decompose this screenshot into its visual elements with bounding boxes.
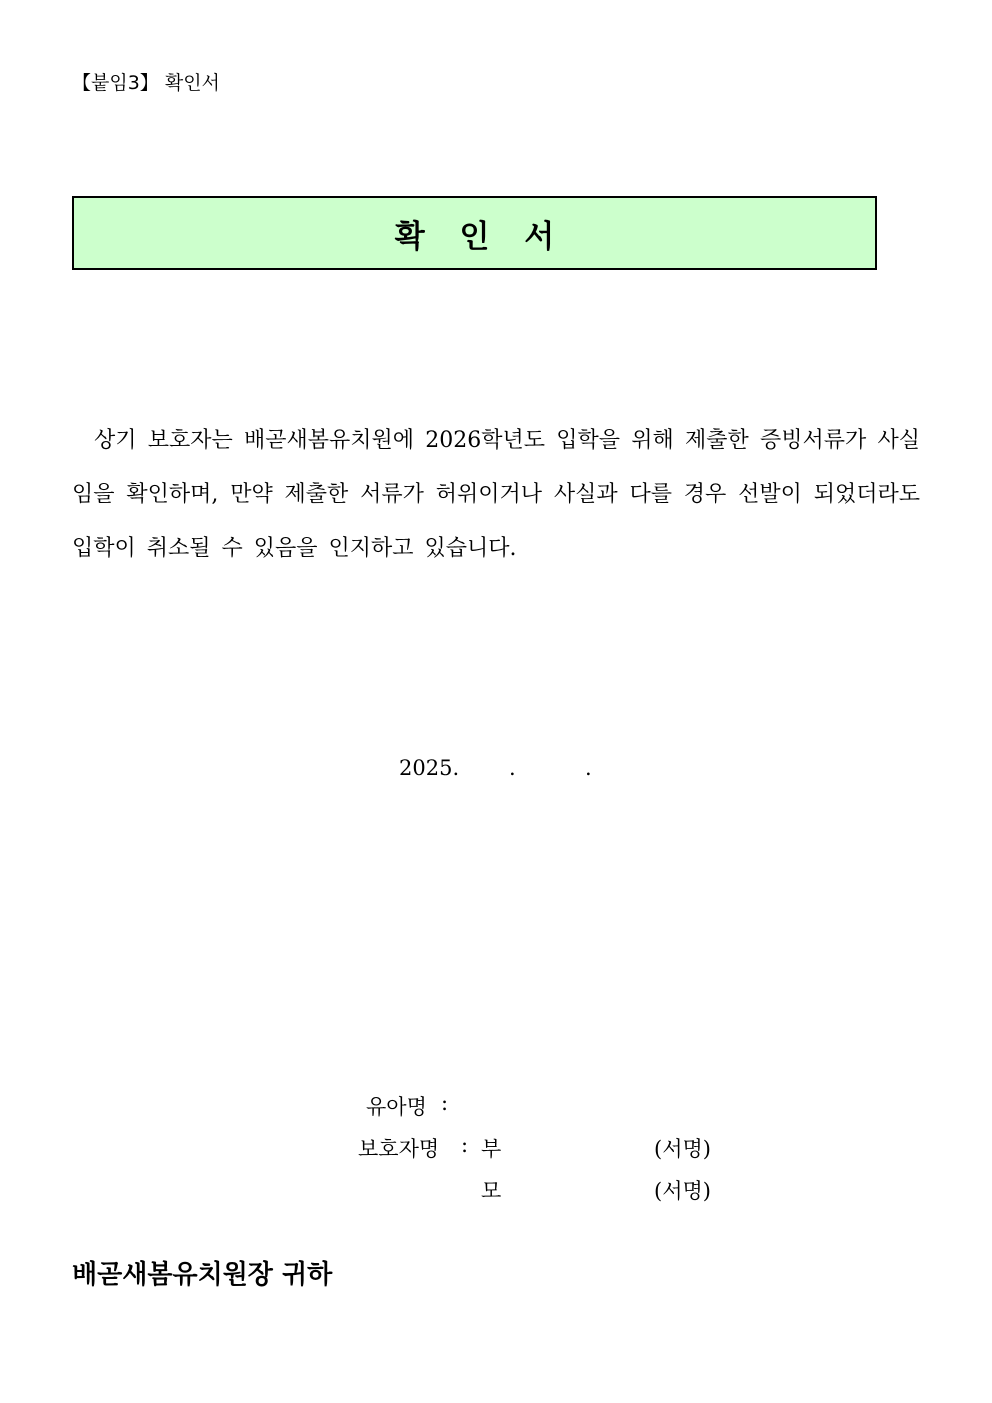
child-name-label: 유아명 [366, 1095, 427, 1119]
recipient-line: 배곧새봄유치원장 귀하 [72, 1260, 333, 1290]
guardian-name-colon: : [461, 1133, 469, 1157]
father-signature-label: (서명) [654, 1137, 711, 1161]
title-box [72, 196, 877, 270]
date-month-dot: . [509, 756, 516, 780]
guardian-name-label: 보호자명 [358, 1137, 440, 1161]
mother-label: 모 [481, 1179, 502, 1203]
mother-signature-label: (서명) [654, 1179, 711, 1203]
confirmation-statement: 상기 보호자는 배곧새봄유치원에 2026학년도 입학을 위해 제출한 증빙서류가 사실임을 확인하며, 만약 제출한 서류가 허위이거나 사실과 다를 경우 선발이 되었더라도 입학이 취소될 수 있음을 인지하고 있습니다. [72, 428, 920, 561]
father-label: 부 [481, 1137, 502, 1161]
document-title: 확 인 서 [394, 218, 567, 255]
date-year: 2025. [399, 756, 460, 780]
date-day-dot: . [585, 756, 592, 780]
child-name-colon: : [441, 1091, 449, 1115]
attachment-label: 【붙임3】 확인서 [72, 72, 220, 94]
